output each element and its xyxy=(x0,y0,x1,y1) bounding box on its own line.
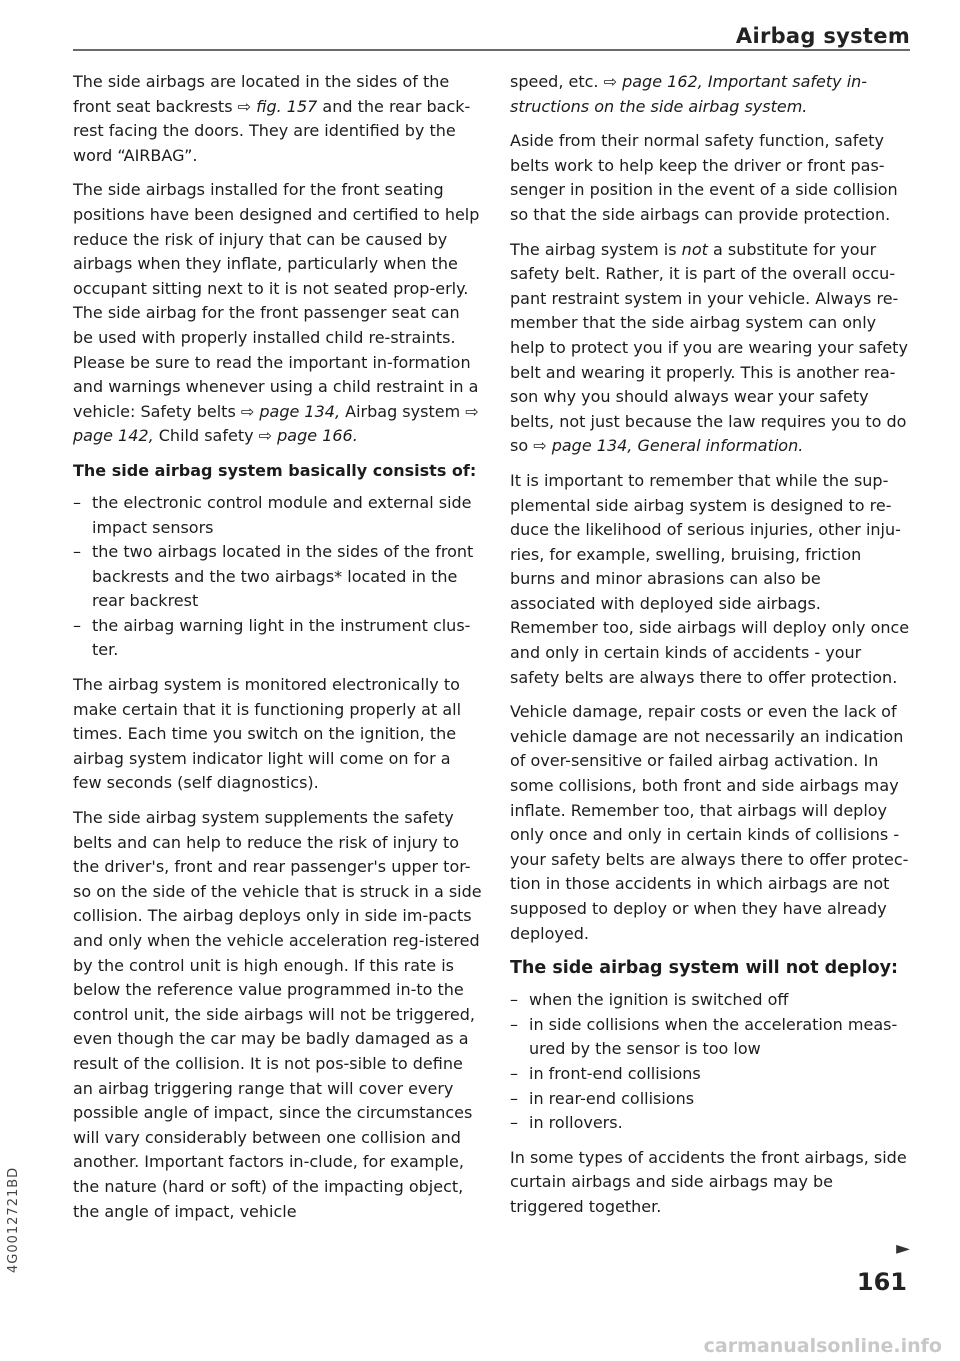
list-item: – in rollovers. xyxy=(510,1111,910,1136)
paragraph: The side airbags installed for the front seating positions have been designed and certified to help reduce the risk of injury that can be caused by airbags when they inflate, particularly when the occupant sitting next to it is not seated prop-erly. The side airbag for the front passenger seat can be used with properly installed child re-straints. Please be sure to read the important in-formation and warnings whenever using a child restraint in a vehicle: Safety belts ⇨ page 134, Airbag system ⇨ page 142, Child safety ⇨ page 166. xyxy=(73,180,480,446)
footer-watermark: carmanualsonline.info xyxy=(703,1335,942,1357)
paragraph: The side airbag system supplements the safety belts and can help to reduce the risk of injury to the driver's, front and rear passenger's upper tor-so on the side of the vehicle that is struck in a side collision. The airbag deploys only in side im-pacts and only when the vehicle acceleration reg-istered by the control unit is high enough. If this rate is below the reference value programmed in-to the control unit, the side airbags will not be triggered, even though the car may be badly damaged as a result of the collision. It is not pos-sible to define an airbag triggering range that will cover every possible angle of impact, since the circumstances will vary considerably between one collision and another. Important factors in-clude, for example, the nature (hard or soft) of the impacting object, the angle of impact, vehicle xyxy=(73,808,482,1221)
list-item: – the two airbags located in the sides of the front backrests and the two airbags* located in the rear backrest xyxy=(73,540,483,614)
section-heading: The side airbag system will not deploy: xyxy=(510,958,898,979)
paragraph: Aside from their normal safety function, safety belts work to help keep the driver or front pas-senger in position in the event of a side collision so that the side airbags can provide protection. xyxy=(510,131,898,224)
paragraph: It is important to remember that while the sup-plemental side airbag system is designed to re-duce the likelihood of serious injuries, other inju-ries, for example, swelling, bruising, friction burns and minor abrasions can also be associated with deployed side airbags. Remember too, side airbags will deploy only once and only in certain kinds of accidents - your safety belts are always there to offer protection. xyxy=(510,470,910,687)
emphasis: not xyxy=(681,239,708,259)
paragraph: The airbag system is monitored electronically to make certain that it is functioning properly at all times. Each time you switch on the ignition, the airbag system indicator light will come on for a few seconds (self diagnostics). xyxy=(73,675,462,793)
cross-reference-link[interactable]: ⇨ page 142, xyxy=(73,401,479,446)
right-column xyxy=(510,70,910,1230)
continue-arrow-icon: ► xyxy=(896,1238,910,1259)
page-number: 161 xyxy=(856,1268,907,1296)
list-item: – the airbag warning light in the instrument clus-ter. xyxy=(73,614,483,663)
paragraph: speed, etc. ⇨ page 162, Important safety in-structions on the side airbag system. xyxy=(510,72,868,116)
left-column xyxy=(73,70,483,1234)
cross-reference-link[interactable]: ⇨ page 134, xyxy=(240,401,341,421)
paragraph: Vehicle damage, repair costs or even the lack of vehicle damage are not necessarily an indication of over-sensitive or failed airbag activation. In some collisions, both front and side airbags may inflate. Remember too, that airbags will deploy only once and only in certain kinds of collisions - your safety belts are always there to offer protec-tion in those accidents in which airbags are not supposed to deploy or when they have already deployed. xyxy=(510,702,909,943)
component-list xyxy=(73,491,483,663)
cross-reference-link[interactable]: ⇨ page 162, Important safety in-structions on the side airbag system. xyxy=(510,72,868,116)
cross-reference-link[interactable]: ⇨ page 134, General information. xyxy=(533,436,804,456)
paragraph: The side airbags are located in the sides of the front seat backrests ⇨ fig. 157 and the rear back-rest facing the doors. They are identified by the word “AIRBAG”. xyxy=(73,72,471,165)
list-item: – when the ignition is switched off xyxy=(510,988,910,1013)
list-item: – in side collisions when the acceleration meas-ured by the sensor is too low xyxy=(510,1013,910,1062)
paragraph: In some types of accidents the front airbags, side curtain airbags and side airbags may be triggered together. xyxy=(510,1147,907,1216)
list-item: – in front-end collisions xyxy=(510,1062,910,1087)
paragraph: The airbag system is not a substitute for your safety belt. Rather, it is part of the overall occu-pant restraint system in your vehicle. Always re-member that the side airbag system can only help to protect you if you are wearing your safety belt and wearing it properly. This is another rea-son why you should always wear your safety belts, not just because the law requires you to do so ⇨ page 134, General information. xyxy=(510,239,908,456)
cross-reference-link[interactable]: ⇨ fig. 157 xyxy=(237,96,318,116)
cross-reference-link[interactable]: ⇨ page 166. xyxy=(258,426,358,446)
list-item: – in rear-end collisions xyxy=(510,1087,910,1112)
document-code: 4G0012721BD xyxy=(6,1166,21,1273)
section-heading: The side airbag system basically consists of: xyxy=(73,460,477,480)
list-item: – the electronic control module and external side impact sensors xyxy=(73,491,483,540)
header-rule xyxy=(73,49,910,51)
non-deploy-list xyxy=(510,988,910,1136)
page-header-title: Airbag system xyxy=(735,24,910,48)
